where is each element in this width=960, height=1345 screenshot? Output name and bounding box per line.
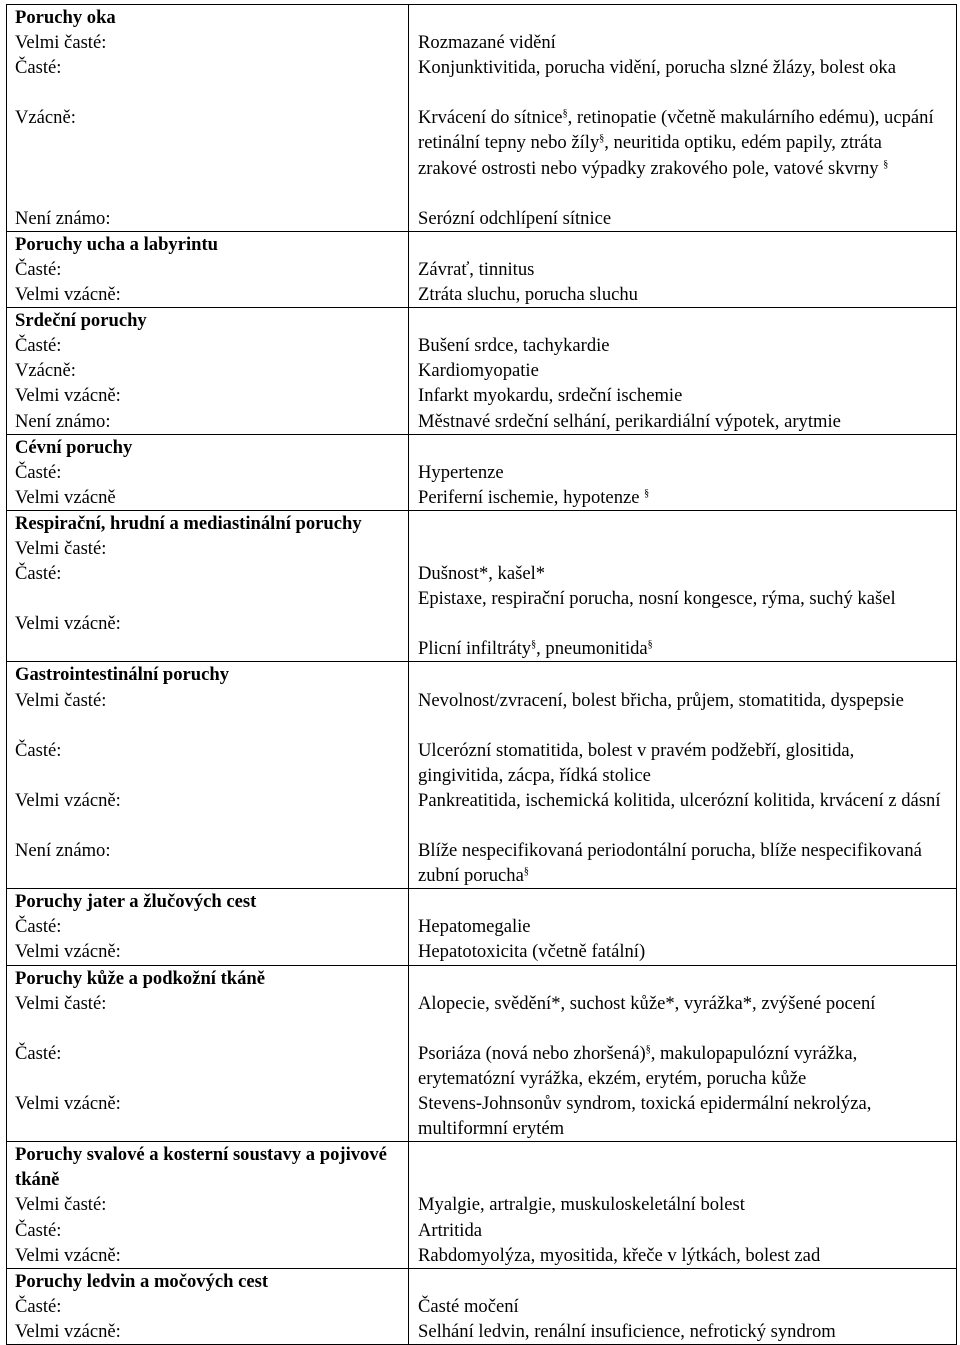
- frequency-label: Časté:: [15, 258, 62, 280]
- effect-text-segment: Blíže nespecifikovaná periodontální porucha, blíže nespecifikovaná zubní porucha: [418, 840, 922, 887]
- section-labels-cell: [7, 510, 409, 662]
- adverse-effect-text: [418, 991, 942, 1041]
- section-values-cell: [409, 965, 957, 1142]
- frequency-label: Velmi vzácně:: [15, 941, 121, 963]
- adverse-effect-text: [418, 358, 942, 383]
- section-heading: Poruchy kůže a podkožní tkáně: [15, 967, 266, 989]
- section-heading: Poruchy ucha a labyrintu: [15, 233, 219, 255]
- footnote-section-mark: §: [645, 1043, 651, 1055]
- section-heading: Respirační, hrudní a mediastinální poruchy: [15, 512, 362, 534]
- section-row: [7, 889, 957, 965]
- adverse-effects-table: [6, 4, 957, 1345]
- frequency-label: Časté:: [15, 916, 62, 938]
- section-labels-cell: [7, 5, 409, 232]
- section-labels-cell: [7, 308, 409, 434]
- heading-spacer: [418, 232, 942, 257]
- heading-spacer: [418, 435, 942, 460]
- section-row: [7, 510, 957, 662]
- effect-text-segment: Závrať, tinnitus: [418, 258, 535, 280]
- frequency-label: Časté:: [15, 563, 62, 585]
- adverse-effect-text: [418, 636, 942, 661]
- section-row: [7, 308, 957, 434]
- section-labels-cell: [7, 1142, 409, 1268]
- section-labels-cell: [7, 889, 409, 965]
- effect-text-segment: Serózní odchlípení sítnice: [418, 207, 612, 229]
- frequency-label: Velmi časté:: [15, 32, 107, 54]
- effect-text-segment: , pneumonitida: [536, 638, 648, 660]
- frequency-label: Velmi vzácně: [15, 486, 116, 508]
- adverse-effect-text: [418, 257, 942, 282]
- adverse-effect-text: [418, 838, 942, 888]
- section-heading: Poruchy svalové a kosterní soustavy a pojivové tkáně: [15, 1144, 387, 1191]
- heading-spacer: [418, 536, 942, 561]
- frequency-label: Časté:: [15, 461, 62, 483]
- frequency-label: Velmi časté:: [15, 537, 107, 559]
- heading-spacer: [418, 1269, 942, 1294]
- adverse-effects-table-body: [7, 5, 957, 1345]
- effect-text-segment: Krvácení do sítnice: [418, 107, 563, 129]
- adverse-effect-text: [418, 1041, 942, 1091]
- frequency-label: Velmi vzácně:: [15, 385, 121, 407]
- adverse-effect-text: [418, 55, 942, 105]
- effect-text-segment: Rabdomyolýza, myositida, křeče v lýtkách, bolest zad: [418, 1244, 821, 1266]
- section-row: [7, 965, 957, 1142]
- adverse-effects-document: [6, 4, 956, 1345]
- section-heading: Cévní poruchy: [15, 436, 133, 458]
- adverse-effect-text: [418, 409, 942, 434]
- effect-text-segment: Selhání ledvin, renální insuficience, nefrotický syndrom: [418, 1320, 836, 1342]
- heading-spacer: [418, 889, 942, 914]
- footnote-section-mark: §: [883, 158, 889, 170]
- section-labels-cell: [7, 231, 409, 307]
- heading-spacer: [418, 1167, 942, 1192]
- frequency-label: Není známo:: [15, 840, 111, 862]
- section-values-cell: [409, 5, 957, 232]
- frequency-label: Časté:: [15, 1219, 62, 1241]
- footnote-section-mark: §: [562, 108, 568, 120]
- section-values-cell: [409, 662, 957, 889]
- footnote-section-mark: §: [644, 487, 650, 499]
- section-row: [7, 231, 957, 307]
- frequency-label: Časté:: [15, 1042, 62, 1064]
- effect-text-segment: Nevolnost/zvracení, bolest břicha, průjem, stomatitida, dyspepsie: [418, 689, 904, 711]
- adverse-effect-text: [418, 1091, 942, 1141]
- adverse-effect-text: [418, 282, 942, 307]
- effect-text-segment: Psoriáza (nová nebo zhoršená): [418, 1042, 646, 1064]
- adverse-effect-text: [418, 738, 942, 788]
- section-heading: Poruchy oka: [15, 7, 116, 28]
- effect-text-segment: Infarkt myokardu, srdeční ischemie: [418, 385, 683, 407]
- effect-text-segment: Hepatotoxicita (včetně fatální): [418, 941, 646, 963]
- effect-text-segment: Časté močení: [418, 1295, 519, 1317]
- heading-spacer: [418, 1142, 942, 1167]
- frequency-label: Velmi vzácně:: [15, 1244, 121, 1266]
- adverse-effect-text: [418, 586, 942, 636]
- effect-text-segment: Hepatomegalie: [418, 916, 531, 938]
- effect-text-segment: Epistaxe, respirační porucha, nosní kongesce, rýma, suchý kašel: [418, 588, 896, 610]
- heading-spacer: [418, 662, 942, 687]
- section-row: [7, 1268, 957, 1344]
- adverse-effect-text: [418, 460, 942, 485]
- effect-text-segment: Ztráta sluchu, porucha sluchu: [418, 284, 638, 306]
- frequency-label: Velmi časté:: [15, 992, 107, 1014]
- frequency-label: Velmi vzácně:: [15, 1320, 121, 1342]
- section-values-cell: [409, 889, 957, 965]
- adverse-effect-text: [418, 206, 942, 231]
- effect-text-segment: Ulcerózní stomatitida, bolest v pravém podžebří, glositida, gingivitida, zácpa, řídká stolice: [418, 739, 855, 786]
- adverse-effect-text: [418, 333, 942, 358]
- section-heading: Poruchy ledvin a močových cest: [15, 1270, 269, 1292]
- section-heading: Gastrointestinální poruchy: [15, 664, 230, 686]
- section-values-cell: [409, 1268, 957, 1344]
- effect-text-segment: Artritida: [418, 1219, 483, 1241]
- effect-text-segment: , retinopatie (včetně makulárního edému), ucpání retinální tepny nebo žíly: [418, 107, 934, 154]
- frequency-label: Velmi vzácně:: [15, 613, 121, 635]
- effect-text-segment: Dušnost*, kašel*: [418, 563, 546, 585]
- effect-text-segment: Plicní infiltráty: [418, 638, 532, 660]
- adverse-effect-text: [418, 485, 942, 510]
- footnote-section-mark: §: [531, 639, 537, 651]
- adverse-effect-text: [418, 1243, 942, 1268]
- frequency-label: Velmi časté:: [15, 689, 107, 711]
- section-values-cell: [409, 434, 957, 510]
- adverse-effect-text: [418, 1218, 942, 1243]
- adverse-effect-text: [418, 1294, 942, 1319]
- adverse-effect-text: [418, 1192, 942, 1217]
- effect-text-segment: Myalgie, artralgie, muskuloskeletální bolest: [418, 1194, 745, 1216]
- adverse-effect-text: [418, 30, 942, 55]
- frequency-label: Není známo:: [15, 207, 111, 229]
- frequency-label: Časté:: [15, 739, 62, 761]
- section-heading: Poruchy jater a žlučových cest: [15, 891, 257, 913]
- section-labels-cell: [7, 965, 409, 1142]
- effect-text-segment: Rozmazané vidění: [418, 32, 556, 54]
- effect-text-segment: Hypertenze: [418, 461, 504, 483]
- heading-spacer: [418, 308, 942, 333]
- effect-text-segment: Městnavé srdeční selhání, perikardiální výpotek, arytmie: [418, 410, 841, 432]
- adverse-effect-text: [418, 383, 942, 408]
- heading-spacer: [418, 966, 942, 991]
- section-values-cell: [409, 231, 957, 307]
- frequency-label: Velmi vzácně:: [15, 789, 121, 811]
- section-labels-cell: [7, 434, 409, 510]
- adverse-effect-text: [418, 1319, 942, 1344]
- section-heading: Srdeční poruchy: [15, 310, 147, 332]
- section-row: [7, 662, 957, 889]
- effect-text-segment: Alopecie, svědění*, suchost kůže*, vyrážka*, zvýšené pocení: [418, 992, 876, 1014]
- frequency-label: Časté:: [15, 57, 62, 79]
- section-row: [7, 1142, 957, 1268]
- heading-spacer: [418, 5, 942, 30]
- section-values-cell: [409, 308, 957, 434]
- section-labels-cell: [7, 662, 409, 889]
- footnote-section-mark: §: [523, 866, 529, 878]
- effect-text-segment: Stevens-Johnsonův syndrom, toxická epidermální nekrolýza, multiformní erytém: [418, 1093, 872, 1140]
- frequency-label: Není známo:: [15, 410, 111, 432]
- effect-text-segment: Kardiomyopatie: [418, 360, 539, 382]
- section-values-cell: [409, 510, 957, 662]
- frequency-label: Vzácně:: [15, 360, 76, 382]
- frequency-label: Časté:: [15, 335, 62, 357]
- adverse-effect-text: [418, 914, 942, 939]
- adverse-effect-text: [418, 561, 942, 586]
- adverse-effect-text: [418, 688, 942, 738]
- frequency-label: Velmi vzácně:: [15, 284, 121, 306]
- section-row: [7, 5, 957, 232]
- effect-text-segment: Periferní ischemie, hypotenze: [418, 486, 645, 508]
- effect-text-segment: , makulopapulózní vyrážka, erytematózní vyrážka, ekzém, erytém, porucha kůže: [418, 1042, 858, 1089]
- frequency-label: Časté:: [15, 1295, 62, 1317]
- frequency-label: Velmi vzácně:: [15, 1093, 121, 1115]
- footnote-section-mark: §: [647, 639, 653, 651]
- effect-text-segment: Pankreatitida, ischemická kolitida, ulcerózní kolitida, krvácení z dásní: [418, 789, 941, 811]
- effect-text-segment: Bušení srdce, tachykardie: [418, 335, 610, 357]
- adverse-effect-text: [418, 788, 942, 838]
- effect-text-segment: , neuritida optiku, edém papily, ztráta zrakové ostrosti nebo výpadky zrakového pole, vatové skvrny: [418, 132, 884, 179]
- section-row: [7, 434, 957, 510]
- adverse-effect-text: [418, 939, 942, 964]
- heading-spacer: [418, 511, 942, 536]
- frequency-label: Vzácně:: [15, 107, 76, 129]
- frequency-label: Velmi časté:: [15, 1194, 107, 1216]
- effect-text-segment: Konjunktivitida, porucha vidění, porucha slzné žlázy, bolest oka: [418, 57, 896, 79]
- section-values-cell: [409, 1142, 957, 1268]
- adverse-effect-text: [418, 105, 942, 205]
- section-labels-cell: [7, 1268, 409, 1344]
- footnote-section-mark: §: [599, 133, 605, 145]
